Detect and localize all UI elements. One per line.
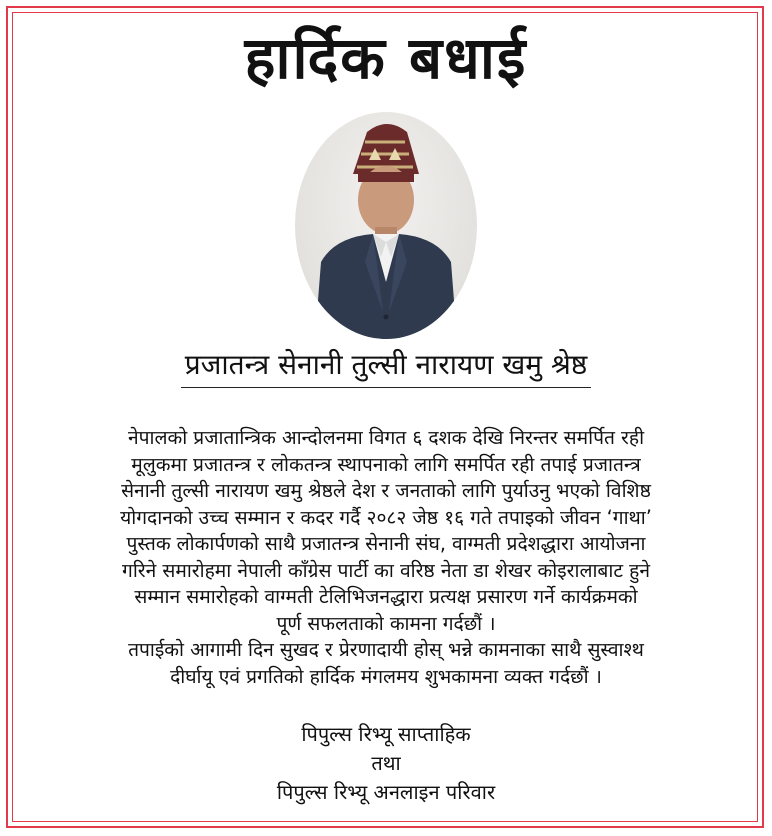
message-line: पूर्ण सफलताको कामना गर्दछौं । (276, 611, 496, 635)
message-line: गरिने समारोहमा नेपाली काँग्रेस पार्टी का वरिष्ठ नेता डा शेखर कोइरालाबाट हुने (122, 558, 650, 582)
subtitle-wrap (120, 345, 652, 388)
signature-block (0, 720, 772, 807)
portrait-photo (295, 112, 477, 339)
message-line: दीर्घायू एवं प्रगतिको हार्दिक मंगलमय शुभकामना व्यक्त गर्दछौं । (170, 664, 602, 688)
message-line: तपाईको आगामी दिन सुखद र प्रेरणादायी होस् भन्ने कामनाका साथै सुस्वाश्थ (128, 638, 644, 661)
message-body (26, 425, 746, 690)
message-line: सेनानी तुल्सी नारायण खमु श्रेष्ठले देश र जनताको लागि पुर्याउनु भएको विशिष्ठ (121, 479, 651, 502)
page-title: हार्दिक बधाई (244, 24, 528, 92)
signature-line-3: पिपुल्स रिभ्यू अनलाइन परिवार (276, 780, 496, 804)
message-line: मूलुकमा प्रजातन्त्र र लोकतन्त्र स्थापनाको लागि समर्पित रही तपाई प्रजातन्त्र (131, 452, 641, 476)
message-line: योगदानको उच्च सम्मान र कदर गर्दै २०८२ जेष्ठ १६ गते तपाइको जीवन ‘गाथा’ (120, 505, 652, 529)
honoree-name: प्रजातन्त्र सेनानी तुल्सी नारायण खमु श्रेष्ठ (181, 345, 592, 388)
message-line: पुस्तक लोकार्पणको साथै प्रजातन्त्र सेनानी संघ, वाग्मती प्रदेशद्धारा आयोजना (126, 532, 646, 555)
signature-line-2: तथा (371, 751, 401, 775)
signature-line-1: पिपुल्स रिभ्यू साप्ताहिक (301, 722, 471, 746)
message-line: नेपालको प्रजातान्त्रिक आन्दोलनमा विगत ६ दशक देखि निरन्तर समर्पित रही (127, 426, 645, 449)
message-line: सम्मान समारोहको वाग्मती टेलिभिजनद्धारा प्रत्यक्ष प्रसारण गर्ने कार्यक्रमको (134, 585, 638, 608)
